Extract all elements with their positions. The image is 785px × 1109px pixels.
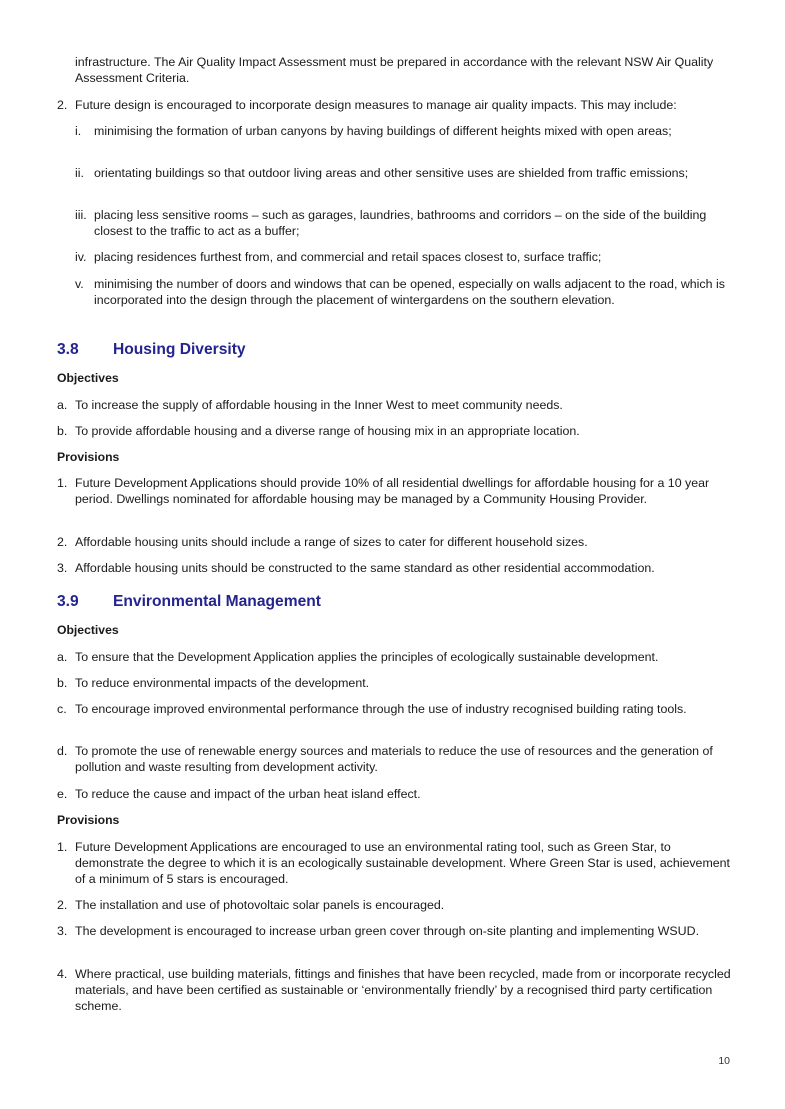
list-item	[57, 560, 731, 576]
list-item	[57, 649, 731, 665]
list-marker: 1.	[57, 840, 68, 854]
list-marker: 3.	[57, 561, 68, 575]
sub-list-item	[75, 276, 731, 308]
section-heading-3-9	[57, 592, 321, 612]
list-marker: ii.	[75, 166, 84, 180]
page-number: 10	[718, 1055, 730, 1067]
list-item	[57, 701, 731, 717]
list-item	[57, 966, 731, 1014]
list-item-text: To reduce environmental impacts of the development.	[75, 676, 370, 690]
list-item	[57, 786, 731, 802]
provisions-heading: Provisions	[57, 813, 120, 827]
list-item	[57, 839, 731, 887]
list-item-text: Affordable housing units should be constructed to the same standard as other residential accommodation.	[75, 561, 655, 575]
list-marker: 3.	[57, 924, 68, 938]
section-number: 3.9	[57, 593, 79, 610]
sub-list-item	[75, 123, 731, 139]
list-item-text: orientating buildings so that outdoor living areas and other sensitive uses are shielded from traffic emissions;	[94, 166, 689, 180]
list-marker: iii.	[75, 208, 87, 222]
list-marker: a.	[57, 650, 68, 664]
list-marker: b.	[57, 676, 68, 690]
list-item	[57, 675, 731, 691]
list-item-text: Future design is encouraged to incorporate design measures to manage air quality impacts. This may include:	[75, 98, 677, 112]
section-heading-3-8	[57, 340, 246, 360]
section-number: 3.8	[57, 341, 79, 358]
list-item	[57, 534, 731, 550]
sub-list-item	[75, 249, 731, 265]
objectives-heading: Objectives	[57, 623, 119, 637]
list-marker: i.	[75, 124, 82, 138]
list-item-text: To reduce the cause and impact of the urban heat island effect.	[75, 787, 421, 801]
list-item-text: minimising the formation of urban canyons by having buildings of different heights mixed with open areas;	[94, 124, 672, 138]
list-item-text: To promote the use of renewable energy sources and materials to reduce the use of resources and the generation of pollution and waste resulting from development activity.	[75, 744, 713, 774]
list-item	[57, 743, 731, 775]
list-item-text: To provide affordable housing and a diverse range of housing mix in an appropriate location.	[75, 424, 580, 438]
list-item	[57, 423, 731, 439]
list-marker: iv.	[75, 250, 87, 264]
continuation-paragraph: infrastructure. The Air Quality Impact Assessment must be prepared in accordance with the relevant NSW Air Quality Assessment Criteria.	[75, 55, 714, 85]
list-item-text: The installation and use of photovoltaic solar panels is encouraged.	[75, 898, 445, 912]
list-item-text: placing less sensitive rooms – such as garages, laundries, bathrooms and corridors – on the side of the building closest to the traffic to act as a buffer;	[94, 208, 707, 238]
sub-list-item	[75, 165, 731, 181]
list-item-text: To ensure that the Development Application applies the principles of ecologically sustainable development.	[75, 650, 659, 664]
list-item	[57, 897, 731, 913]
provisions-heading: Provisions	[57, 450, 120, 464]
list-marker: c.	[57, 702, 67, 716]
list-item-text: Affordable housing units should include a range of sizes to cater for different household sizes.	[75, 535, 588, 549]
list-item	[57, 397, 731, 413]
list-item-text: Future Development Applications should provide 10% of all residential dwellings for affordable housing for a 10 year period. Dwellings nominated for affordable housing may be managed by a Community Housing Provider.	[75, 476, 710, 506]
list-item	[57, 923, 731, 939]
list-marker: 2.	[57, 535, 68, 549]
list-item-text: Future Development Applications are encouraged to use an environmental rating tool, such as Green Star, to demonstrate the degree to which it is an ecologically sustainable development. Where Green Star is used, achievement of a minimum of 5 stars is encouraged.	[75, 840, 730, 886]
list-marker: d.	[57, 744, 68, 758]
list-item-text: minimising the number of doors and windows that can be opened, especially on walls adjacent to the road, which is incorporated into the design through the placement of wintergardens on the southern elevation.	[94, 277, 725, 307]
list-item-text: Where practical, use building materials, fittings and finishes that have been recycled, made from or incorporate recycled materials, and have been certified as sustainable or ‘environmentally friendly’ by a recognised third party certification scheme.	[75, 967, 731, 1013]
list-marker: v.	[75, 277, 84, 291]
list-marker: e.	[57, 787, 68, 801]
sub-list-item	[75, 207, 731, 239]
list-marker: 2.	[57, 898, 68, 912]
section-title: Housing Diversity	[113, 341, 246, 358]
objectives-heading: Objectives	[57, 371, 119, 385]
list-item-text: The development is encouraged to increase urban green cover through on-site planting and implementing WSUD.	[75, 924, 700, 938]
list-marker: 2.	[57, 98, 68, 112]
list-marker: a.	[57, 398, 68, 412]
list-marker: b.	[57, 424, 68, 438]
list-item-text: placing residences furthest from, and commercial and retail spaces closest to, surface traffic;	[94, 250, 602, 264]
list-item	[57, 97, 731, 113]
list-marker: 1.	[57, 476, 68, 490]
list-item	[57, 475, 731, 507]
list-item-text: To increase the supply of affordable housing in the Inner West to meet community needs.	[75, 398, 563, 412]
list-marker: 4.	[57, 967, 68, 981]
list-item-text: To encourage improved environmental performance through the use of industry recognised building rating tools.	[75, 702, 687, 716]
section-title: Environmental Management	[113, 593, 321, 610]
